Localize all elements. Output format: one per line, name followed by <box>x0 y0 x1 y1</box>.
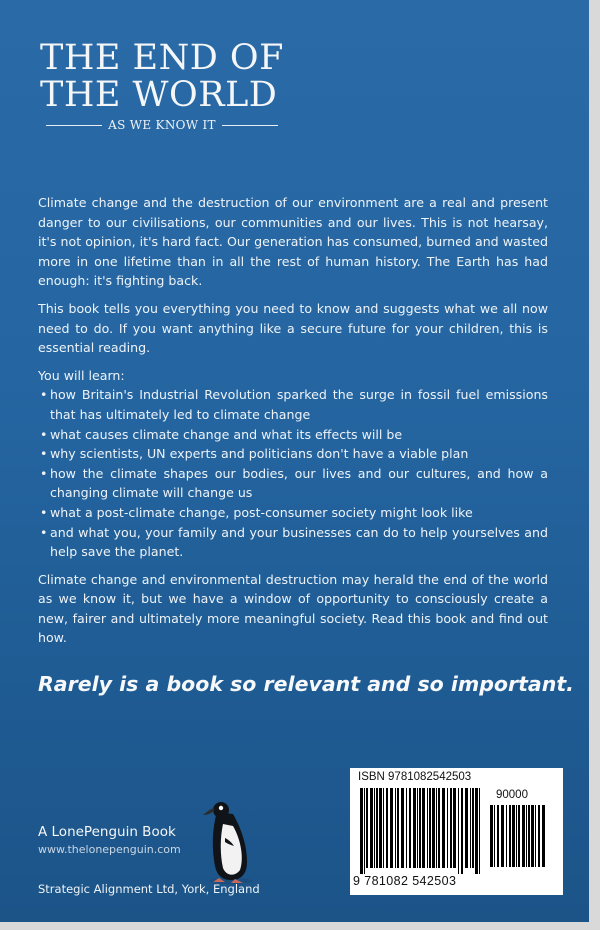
barcode-bar <box>479 788 480 874</box>
barcode-bar <box>526 805 527 867</box>
learn-item: • how the climate shapes our bodies, our lives and our cultures, and how a changing climate will change us <box>38 464 548 503</box>
barcode-bar <box>397 788 399 868</box>
barcode-bar <box>422 788 425 868</box>
barcode-box <box>350 768 563 895</box>
barcode-bar <box>417 788 418 868</box>
barcode-bar <box>383 788 384 868</box>
barcode-bar <box>442 788 445 868</box>
ean-barcode <box>360 788 482 876</box>
barcode-bar <box>494 805 495 867</box>
barcode-bar <box>509 805 511 867</box>
subtitle-row <box>46 118 278 132</box>
barcode-bar <box>475 788 478 874</box>
learn-item: • how Britain's Industrial Revolution sparked the surge in fossil fuel emissions that has ultimately led to climate change <box>38 385 548 424</box>
barcode-bar <box>512 805 515 867</box>
barcode-bar <box>427 788 428 868</box>
barcode-bar <box>366 788 368 868</box>
barcode-bar <box>395 788 396 868</box>
barcode-bar <box>438 788 440 868</box>
barcode-bar <box>465 788 468 868</box>
barcode-bar <box>535 805 536 867</box>
barcode-bar <box>374 788 375 868</box>
title-block <box>40 40 285 132</box>
book-title-line-2: THE WORLD <box>40 75 278 115</box>
publisher-url: www.thelonepenguin.com <box>38 843 181 856</box>
closing-paragraph: Climate change and environmental destruction may herald the end of the world as we know it, but we have a window of opportunity to consciously create a new, fairer and ultimately more meaningful society. Read this book and find out how. <box>38 571 548 646</box>
barcode-bar <box>429 788 431 868</box>
publisher-address: Strategic Alignment Ltd, York, England <box>38 882 260 896</box>
learn-item: • why scientists, UN experts and politicians don't have a viable plan <box>38 444 548 464</box>
isbn-label: ISBN 9781082542503 <box>358 771 472 783</box>
barcode-bar <box>364 788 365 874</box>
barcode-bar <box>472 788 474 868</box>
publisher-block <box>38 824 181 856</box>
barcode-bar <box>453 788 456 868</box>
price-code: 90000 <box>496 789 528 801</box>
barcode-bar <box>432 788 435 868</box>
barcode-bar <box>538 805 540 867</box>
barcode-bar <box>470 788 471 868</box>
learn-list <box>38 385 548 561</box>
barcode-bar <box>518 805 520 867</box>
barcode-bar <box>501 805 504 867</box>
barcode-bar <box>447 788 448 868</box>
barcode-bar <box>409 788 411 868</box>
barcode-bar <box>506 805 507 867</box>
barcode-bar <box>379 788 382 868</box>
barcode-bar <box>413 788 416 868</box>
barcode-bar <box>360 788 363 874</box>
barcode-bar <box>386 788 388 868</box>
barcode-bar <box>406 788 407 868</box>
barcode-bar <box>458 788 459 874</box>
barcode-bar <box>516 805 517 867</box>
penguin-icon <box>195 800 265 884</box>
learn-item: • and what you, your family and your businesses can do to help yourselves and help save the planet. <box>38 523 548 562</box>
barcode-bar <box>522 805 525 867</box>
barcode-bar <box>419 788 421 868</box>
tagline: Rarely is a book so relevant and so important. <box>38 672 574 696</box>
book-subtitle: AS WE KNOW IT <box>108 118 216 132</box>
blurb <box>38 193 548 656</box>
book-title-line-1: THE END OF <box>40 38 284 78</box>
publisher-name: A LonePenguin Book <box>38 824 176 840</box>
barcode-bar <box>531 805 534 867</box>
barcode-bar <box>450 788 452 868</box>
barcode-bar <box>490 805 493 867</box>
subtitle-rule-right <box>222 125 278 126</box>
barcode-bar <box>390 788 393 868</box>
learn-item: • what causes climate change and what its effects will be <box>38 425 548 445</box>
barcode-bar <box>528 805 530 867</box>
blurb-paragraph-2: This book tells you everything you need to know and suggests what we all now need to do. If you want anything like a secure future for your children, this is essential reading. <box>38 300 548 356</box>
learn-intro: You will learn: <box>38 367 125 383</box>
learn-item: • what a post-climate change, post-consumer society might look like <box>38 503 548 523</box>
barcode-bar <box>461 788 463 874</box>
barcode-bar <box>497 805 499 867</box>
subtitle-rule-left <box>46 125 102 126</box>
barcode-bar <box>370 788 373 868</box>
barcode-bar <box>436 788 437 868</box>
barcode-bar <box>401 788 404 868</box>
barcode-bar <box>542 805 545 867</box>
addon-barcode <box>490 805 550 875</box>
barcode-bar <box>376 788 378 868</box>
blurb-paragraph-1: Climate change and the destruction of our environment are a real and present danger to our civilisations, our communities and our lives. This is not hearsay, it's not opinion, it's hard fact. Our generation has consumed, burned and wasted more in one lifetime than in all the rest of human history. The Earth has had enough: it's fighting back. <box>38 195 548 289</box>
barcode-digits: 9 781082 542503 <box>353 874 457 888</box>
